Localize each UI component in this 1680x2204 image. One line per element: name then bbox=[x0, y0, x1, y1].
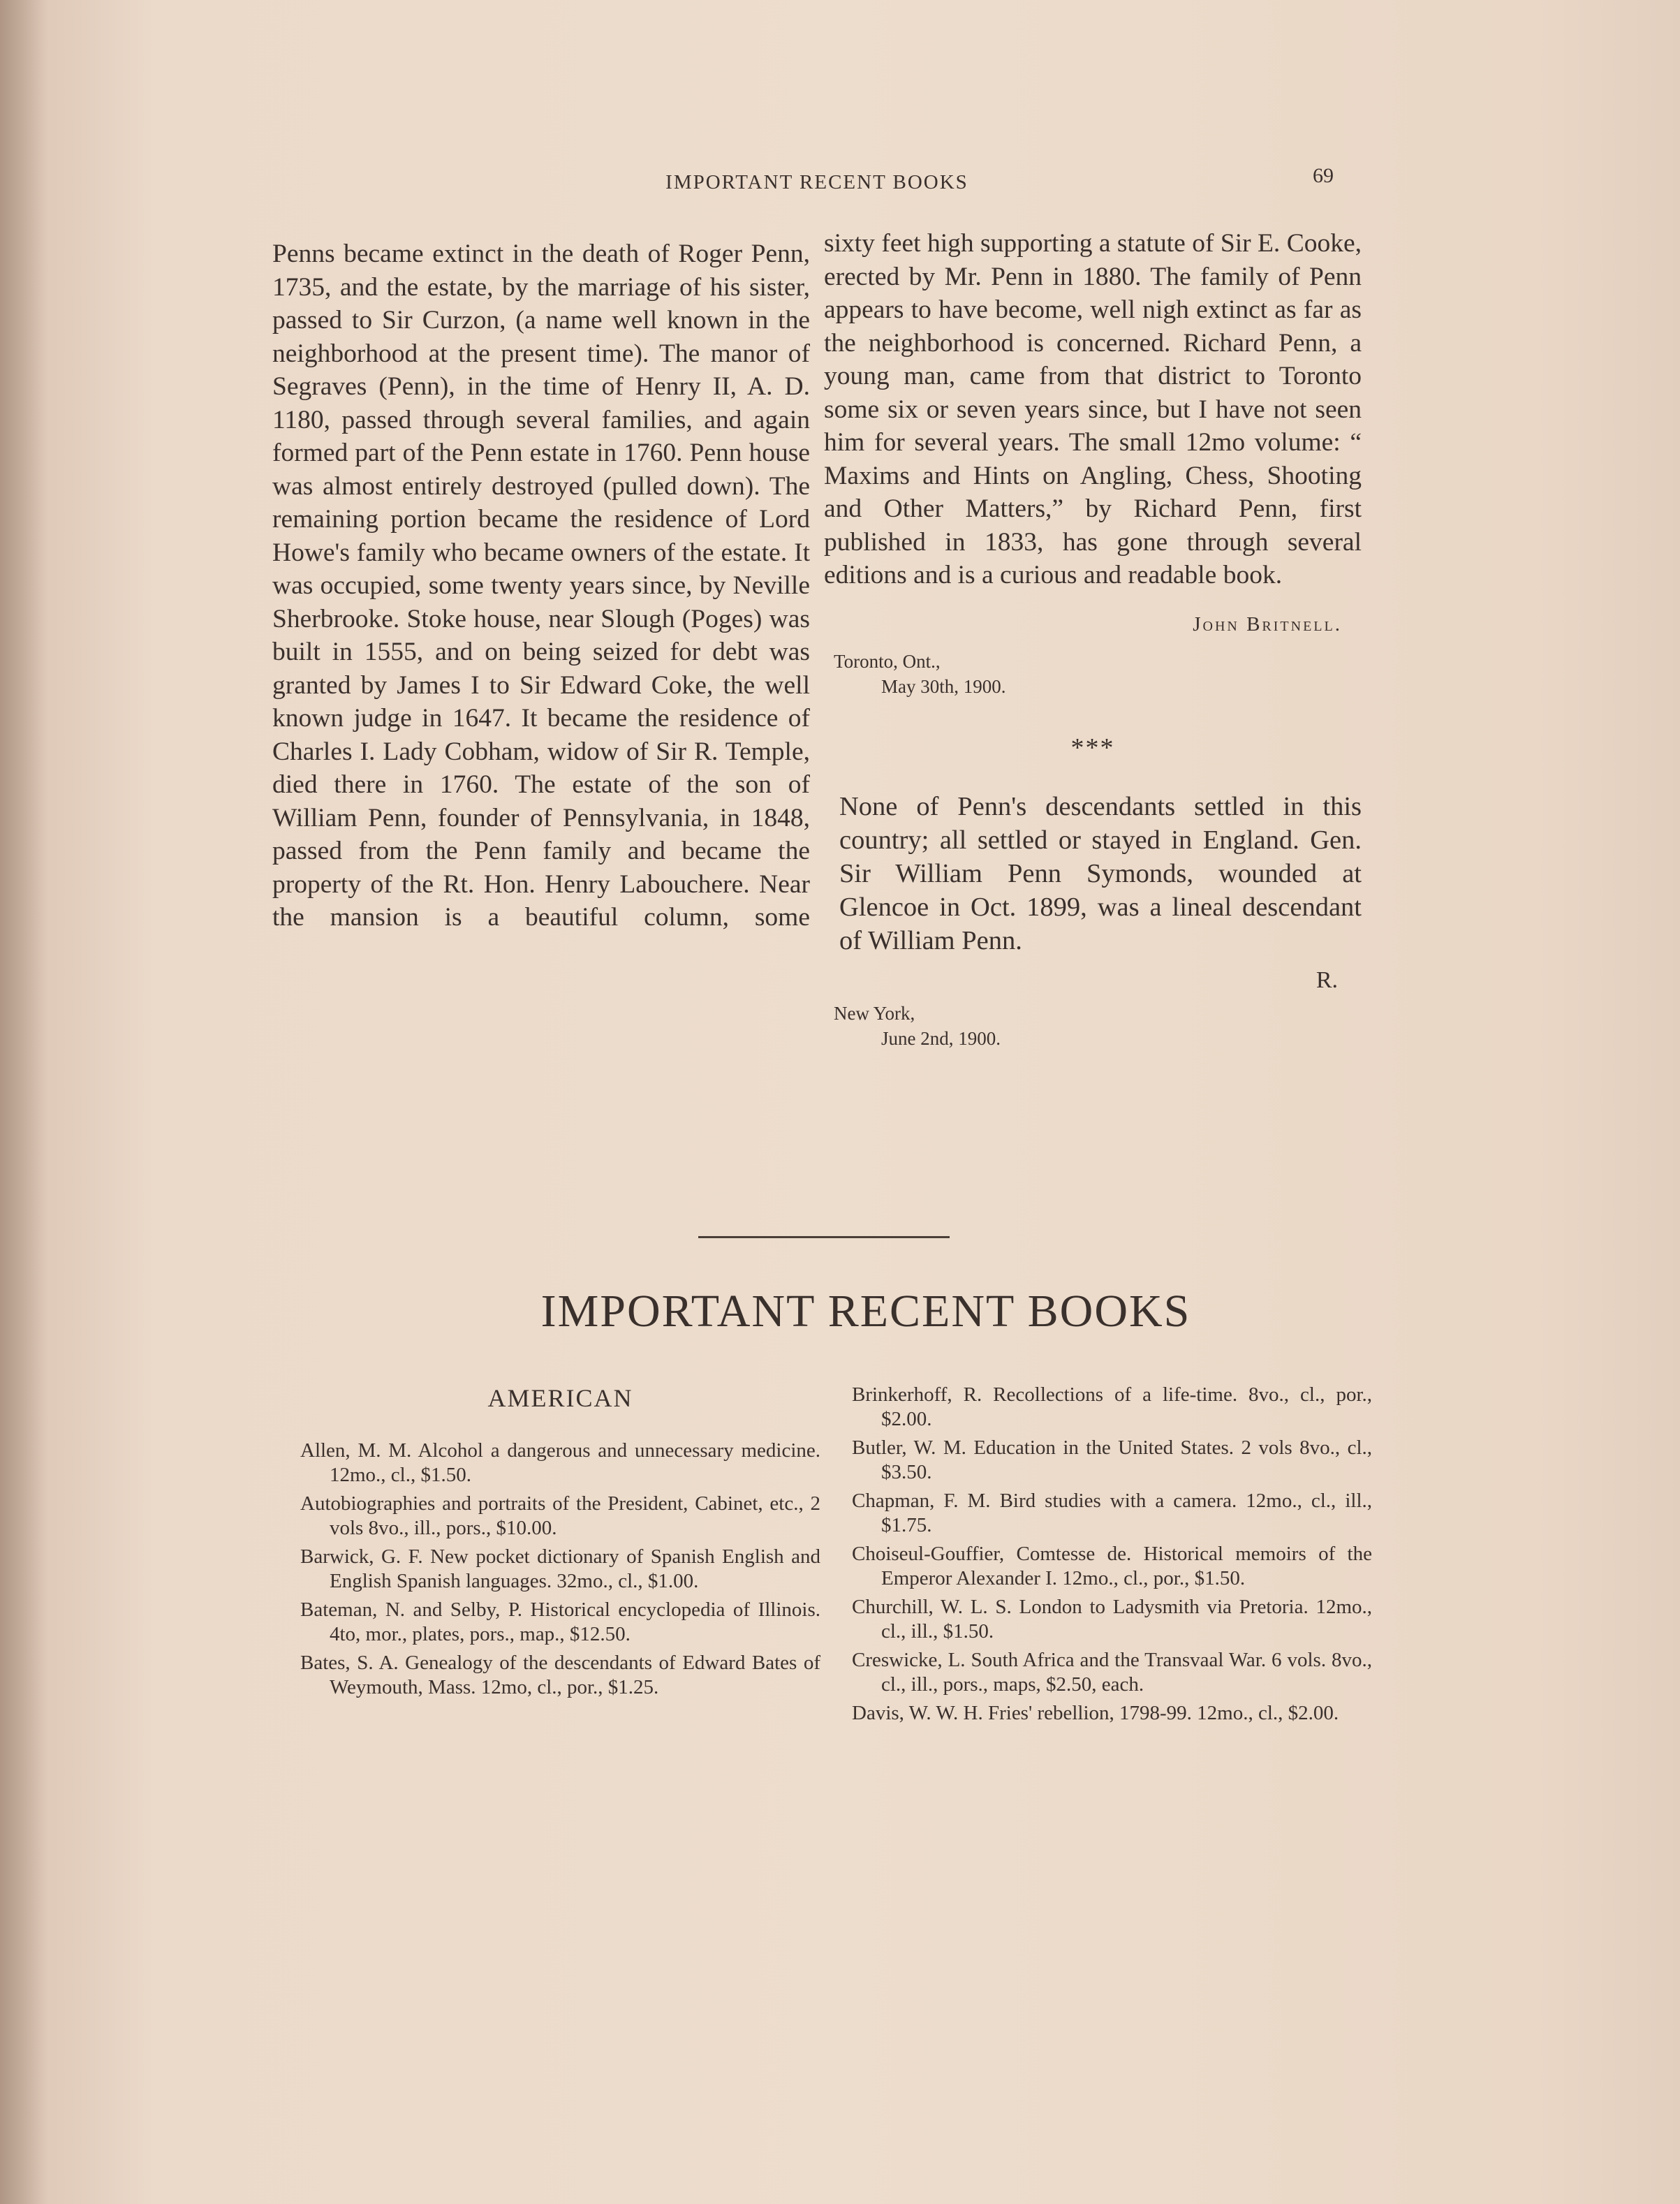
page-number: 69 bbox=[1313, 164, 1334, 187]
books-right-column bbox=[852, 1383, 1372, 1730]
note-signature: R. bbox=[1316, 967, 1338, 993]
subsection-heading: AMERICAN bbox=[487, 1384, 633, 1412]
horizontal-rule bbox=[698, 1236, 950, 1238]
section-separator: *** bbox=[1070, 733, 1115, 763]
book-entry: Brinkerhoff, R. Recollections of a life-time. 8vo., cl., por., $2.00. bbox=[852, 1383, 1372, 1430]
dateline-place: Toronto, Ont., bbox=[834, 650, 941, 672]
author-signature bbox=[824, 613, 1342, 636]
note-dateline-date: June 2nd, 1900. bbox=[881, 1027, 1001, 1049]
dateline bbox=[834, 649, 1362, 699]
author-signature-text: John Britnell. bbox=[1193, 612, 1342, 636]
note-paragraph: None of Penn's descendants settled in this country; all settled or stayed in England. Gen. Sir William Penn Symonds, wounded at Glencoe in Oct. 1899, was a lineal descendant of William Penn. bbox=[839, 791, 1362, 955]
book-entry: Butler, W. M. Education in the United States. 2 vols 8vo., cl., $3.50. bbox=[852, 1437, 1372, 1483]
book-entry: Creswicke, L. South Africa and the Transvaal War. 6 vols. 8vo., cl., ill., pors., maps, $2.50, each. bbox=[852, 1649, 1372, 1696]
book-entry: Davis, W. W. H. Fries' rebellion, 1798-99. 12mo., cl., $2.00. bbox=[852, 1702, 1339, 1724]
book-entry: Autobiographies and portraits of the President, Cabinet, etc., 2 vols 8vo., ill., pors., $10.00. bbox=[300, 1492, 820, 1539]
book-entry: Bates, S. A. Genealogy of the descendants of Edward Bates of Weymouth, Mass. 12mo, cl., por., $1.25. bbox=[300, 1652, 820, 1698]
article-right-paragraph: sixty feet high supporting a statute of Sir E. Cooke, erected by Mr. Penn in 1880. The family of Penn appears to have become, well nigh extinct as far as the neighborhood is concerned. Richard Penn, a young man, came from that district to Toronto some six or seven years since, but I have not seen him for several years. The small 12mo volume: “ Maxims and Hints on Angling, Chess, Shooting and Other Matters,” by Richard Penn, first published in 1833, has gone through several editions and is a curious and readable book. bbox=[824, 229, 1362, 589]
running-head: IMPORTANT RECENT BOOKS bbox=[665, 171, 968, 193]
dateline-date: May 30th, 1900. bbox=[881, 675, 1006, 697]
binding-gutter-shadow bbox=[0, 0, 49, 2204]
book-entry: Churchill, W. L. S. London to Ladysmith via Pretoria. 12mo., cl., ill., $1.50. bbox=[852, 1596, 1372, 1643]
article-left-paragraph: Penns became extinct in the death of Roger Penn, 1735, and the estate, by the marriage of his sister, passed to Sir Curzon, (a name well known in the neighborhood at the present time). The manor of Segraves (Penn), in the time of Henry II, A. D. 1180, passed through several families, and again formed part of the Penn estate in 1760. Penn house was almost entirely destroyed (pulled down). The remaining portion became the residence of Lord Howe's family who became owners of the estate. It was occupied, some twenty years since, by Neville Sherbrooke. Stoke house, near Slough (Poges) was built in 1555, and on being seized for debt was granted by James I to Sir Edward Coke, the well known judge in 1647. It became the residence of Charles I. Lady Cobham, widow of Sir R. Temple, died there in 1760. The estate of the son of William Penn, founder of Pennsylvania, in 1848, passed from the Penn family and became the property of the Rt. Hon. Henry Labouchere. Near the mansion is a beautiful column, some bbox=[272, 240, 810, 932]
book-entry: Barwick, G. F. New pocket dictionary of Spanish English and English Spanish languages. 32mo., cl., $1.00. bbox=[300, 1545, 820, 1592]
article-left-column bbox=[272, 237, 810, 934]
book-entry: Allen, M. M. Alcohol a dangerous and unnecessary medicine. 12mo., cl., $1.50. bbox=[300, 1439, 820, 1486]
book-entry: Chapman, F. M. Bird studies with a camera. 12mo., cl., ill., $1.75. bbox=[852, 1490, 1372, 1536]
note-dateline bbox=[834, 1001, 1362, 1051]
books-left-column bbox=[300, 1386, 820, 1704]
book-entry: Bateman, N. and Selby, P. Historical encyclopedia of Illinois. 4to, mor., plates, pors., map., $12.50. bbox=[300, 1599, 820, 1645]
books-section-title: IMPORTANT RECENT BOOKS bbox=[540, 1286, 1191, 1337]
book-entry: Choiseul-Gouffier, Comtesse de. Historical memoirs of the Emperor Alexander I. 12mo., cl., por., $1.50. bbox=[852, 1543, 1372, 1589]
note-dateline-place: New York, bbox=[834, 1002, 915, 1024]
article-right-column bbox=[824, 227, 1362, 1051]
